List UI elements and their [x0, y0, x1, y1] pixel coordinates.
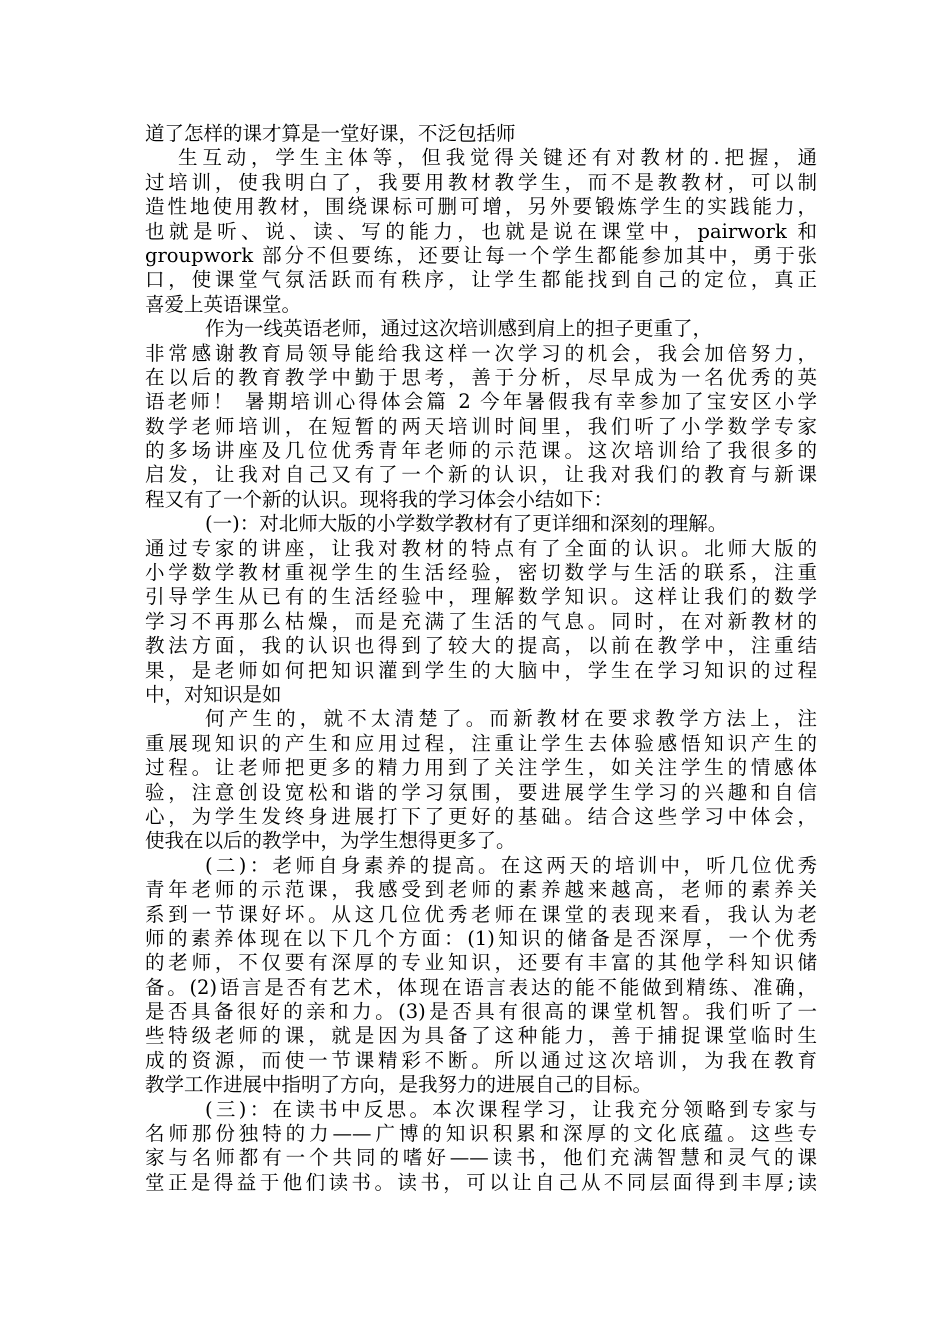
text-line: 过培训，使我明白了，我要用教材教学生，而不是教教材，可以制 [145, 170, 817, 194]
text-line: 造性地使用教材，围绕课标可删可增，另外要锻炼学生的实践能力， [145, 195, 817, 219]
text-line: 是否具备很好的亲和力。(3)是否具有很高的课堂机智。我们听了一 [145, 1000, 817, 1024]
text-line: 通过专家的讲座，让我对教材的特点有了全面的认识。北师大版的 [145, 536, 817, 560]
text-line: 名师那份独特的力——广博的知识积累和深厚的文化底蕴。这些专 [145, 1122, 817, 1146]
text-line: 语老师！ 暑期培训心得体会篇 2 今年暑假我有幸参加了宝安区小学 [145, 390, 817, 414]
text-line: 道了怎样的课才算是一堂好课，不泛包括师 [145, 122, 516, 145]
text-line: 验，注意创设宽松和谐的学习氛围，要进展学生学习的兴趣和自信 [145, 780, 817, 804]
text-line: 非常感谢教育局领导能给我这样一次学习的机会，我会加倍努力， [145, 341, 817, 365]
text-line: 数学老师培训，在短暂的两天培训时间里，我们听了小学数学专家 [145, 414, 817, 438]
text-line: 青年老师的示范课，我感受到老师的素养越来越高，老师的素养关 [145, 878, 817, 902]
text-line: 引导学生从已有的生活经验中，理解数学知识。这样让我们的数学 [145, 585, 817, 609]
text-line: 在以后的教育教学中勤于思考，善于分析，尽早成为一名优秀的英 [145, 365, 817, 389]
text-line: 的多场讲座及几位优秀青年老师的示范课。这次培训给了我很多的 [145, 439, 817, 463]
text-line: 学习不再那么枯燥，而是充满了生活的气息。同时，在对新教材的 [145, 609, 817, 633]
text-line: 启发，让我对自己又有了一个新的认识，让我对我们的教育与新课 [145, 463, 817, 487]
text-line: 中，对知识是如 [145, 682, 282, 706]
text-line: 也就是听、说、读、写的能力，也就是说在课堂中，pairwork 和 [145, 219, 817, 243]
text-line: (一)：对北师大版的小学数学教材有了更详细和深刻的理解。 [205, 512, 728, 536]
text-line: 喜爱上英语课堂。 [145, 292, 302, 316]
text-line: groupwork 部分不但要练，还要让每一个学生都能参加其中，勇于张 [145, 243, 817, 267]
text-line: 果，是老师如何把知识灌到学生的大脑中，学生在学习知识的过程 [145, 658, 817, 682]
text-line: 师的素养体现在以下几个方面：(1)知识的储备是否深厚，一个优秀 [145, 926, 817, 950]
text-line: 口，使课堂气氛活跃而有秩序，让学生都能找到自己的定位，真正 [145, 268, 817, 292]
text-line: 系到一节课好坏。从这几位优秀老师在课堂的表现来看，我认为老 [145, 902, 817, 926]
text-line: 重展现知识的产生和应用过程，注重让学生去体验感悟知识产生的 [145, 731, 817, 755]
text-line: 教法方面，我的认识也得到了较大的提高，以前在教学中，注重结 [145, 634, 817, 658]
text-line: 成的资源，而使一节课精彩不断。所以通过这次培训，为我在教育 [145, 1048, 817, 1072]
text-line: 教学工作进展中指明了方向，是我努力的进展自己的目标。 [145, 1073, 653, 1097]
text-line: 家与名师都有一个共同的嗜好——读书，他们充满智慧和灵气的课 [145, 1146, 817, 1170]
text-line: 程又有了一个新的认识。现将我的学习体会小结如下： [145, 487, 614, 511]
text-line: 些特级老师的课，就是因为具备了这种能力，善于捕捉课堂临时生 [145, 1024, 817, 1048]
text-line: 心，为学生发终身进展打下了更好的基础。结合这些学习中体会， [145, 804, 817, 828]
text-line: 生互动，学生主体等，但我觉得关键还有对教材的.把握，通 [178, 146, 817, 170]
text-line: 使我在以后的教学中，为学生想得更多了。 [145, 829, 516, 853]
text-line: 备。(2)语言是否有艺术，体现在语言表达的能不能做到精练、准确， [145, 975, 817, 999]
text-line: 小学数学教材重视学生的生活经验，密切数学与生活的联系，注重 [145, 561, 817, 585]
body-text [145, 122, 817, 1195]
text-line: 过程。让老师把更多的精力用到了关注学生，如关注学生的情感体 [145, 756, 817, 780]
text-line: (二)：老师自身素养的提高。在这两天的培训中，听几位优秀 [205, 853, 817, 877]
text-line: 堂正是得益于他们读书。读书，可以让自己从不同层面得到丰厚;读 [145, 1170, 817, 1194]
text-line: 作为一线英语老师，通过这次培训感到肩上的担子更重了， [205, 317, 713, 341]
text-line: 的老师，不仅要有深厚的专业知识，还要有丰富的其他学科知识储 [145, 951, 817, 975]
text-line: (三)：在读书中反思。本次课程学习，让我充分领略到专家与 [205, 1097, 817, 1121]
text-line: 何产生的，就不太清楚了。而新教材在要求教学方法上，注 [205, 707, 817, 731]
